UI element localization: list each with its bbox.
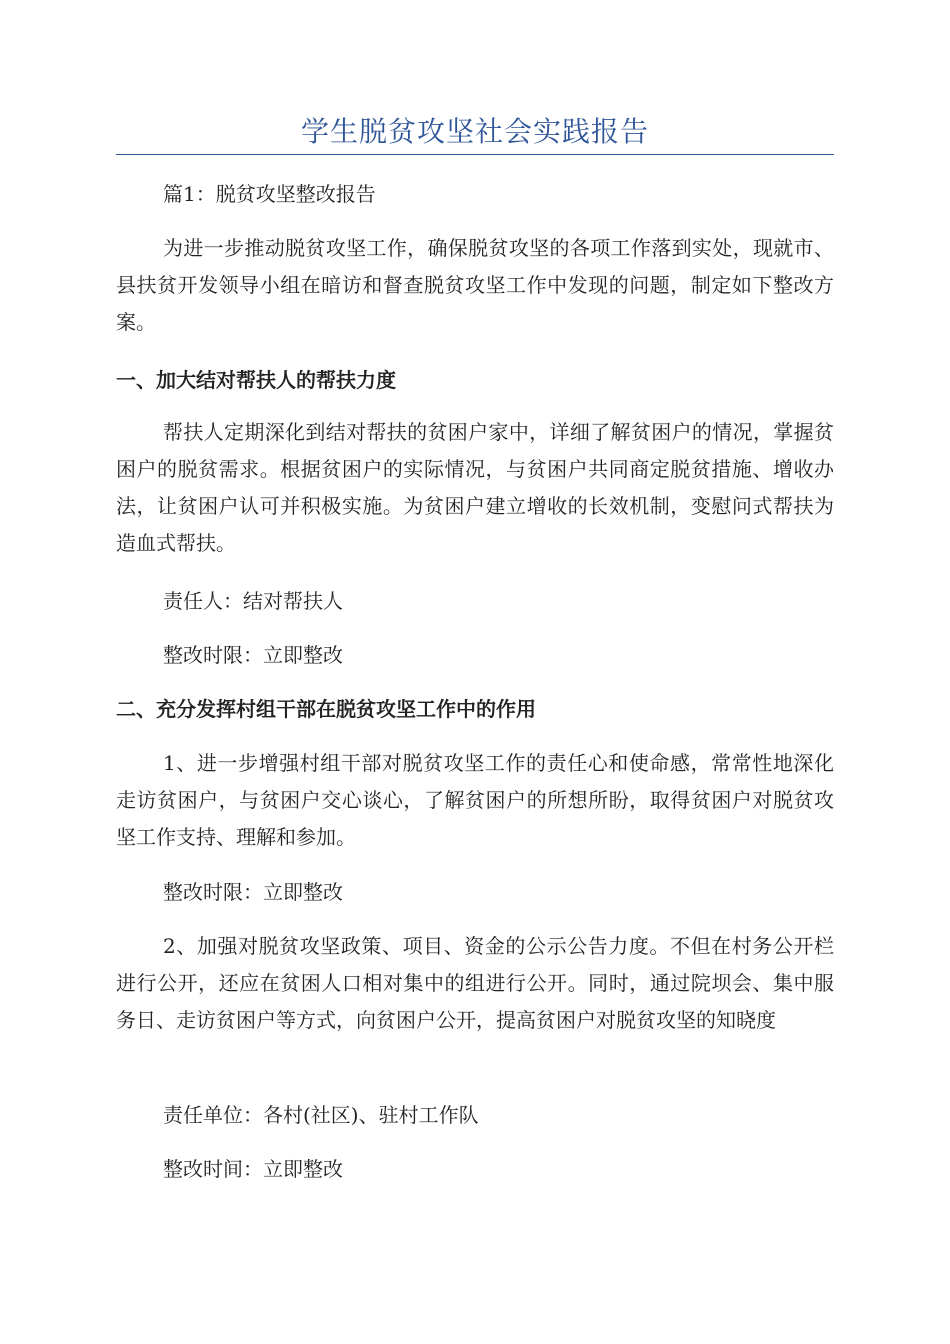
section1-responsible: 责任人：结对帮扶人 xyxy=(163,589,343,613)
section2-item2-responsible: 责任单位：各村(社区)、驻村工作队 xyxy=(163,1103,479,1127)
section2-item2: 2、加强对脱贫攻坚政策、项目、资金的公示公告力度。不但在村务公开栏进行公开，还应在贫困人口相对集中的组进行公开。同时，通过院坝会、集中服务日、走访贫困户等方式，向贫困户公开，提高贫困户对脱贫攻坚的知晓度 xyxy=(116,934,834,1032)
section1-body: 帮扶人定期深化到结对帮扶的贫困户家中，详细了解贫困户的情况，掌握贫困户的脱贫需求。根据贫困户的实际情况，与贫困户共同商定脱贫措施、增收办法，让贫困户认可并积极实施。为贫困户建立增收的长效机制，变慰问式帮扶为造血式帮扶。 xyxy=(116,420,834,555)
section2-item1: 1、进一步增强村组干部对脱贫攻坚工作的责任心和使命感，常常性地深化走访贫困户，与贫困户交心谈心，了解贫困户的所想所盼，取得贫困户对脱贫攻坚工作支持、理解和参加。 xyxy=(116,751,834,849)
section1-deadline: 整改时限：立即整改 xyxy=(163,643,343,667)
title-divider xyxy=(116,154,834,155)
intro-paragraph: 为进一步推动脱贫攻坚工作，确保脱贫攻坚的各项工作落到实处，现就市、县扶贫开发领导小组在暗访和督查脱贫攻坚工作中发现的问题，制定如下整改方案。 xyxy=(116,236,834,334)
section1-heading: 一、加大结对帮扶人的帮扶力度 xyxy=(116,368,396,392)
section2-heading: 二、充分发挥村组干部在脱贫攻坚工作中的作用 xyxy=(116,697,536,721)
subtitle: 篇1：脱贫攻坚整改报告 xyxy=(163,182,376,206)
page-title: 学生脱贫攻坚社会实践报告 xyxy=(300,115,649,148)
section2-item1-deadline: 整改时限：立即整改 xyxy=(163,880,343,904)
section2-item2-deadline: 整改时间：立即整改 xyxy=(163,1157,343,1181)
